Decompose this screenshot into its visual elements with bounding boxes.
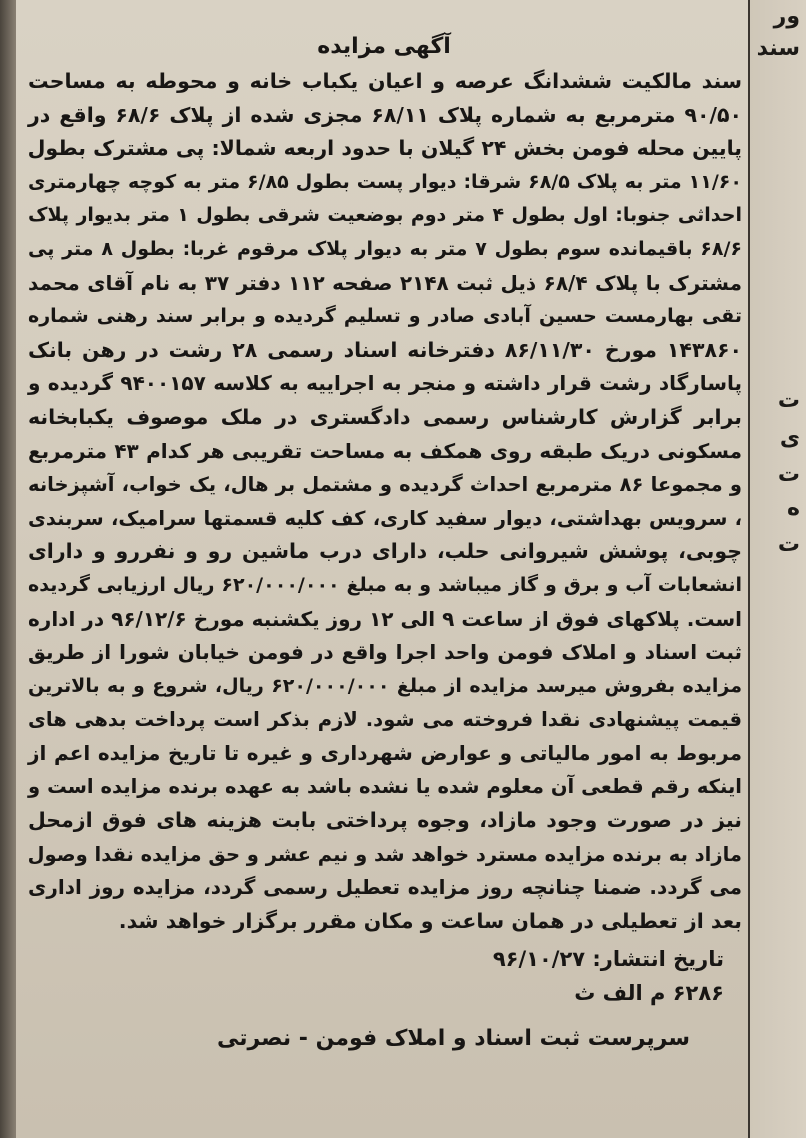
body-line: قیمت پیشنهادی نقدا فروخته می شود. لازم بذکر است پرداخت بدهی های — [28, 708, 742, 732]
notice-body — [28, 65, 742, 938]
page-edge-shadow — [0, 0, 16, 1138]
body-line: پاسارگاد رشت قرار داشته و منجر به اجراییه به کلاسه ۹۴۰۰۱۵۷ گردیده و — [28, 371, 743, 396]
body-line: چوبی، پوشش شیروانی حلب، دارای درب ماشین رو و نفررو و دارای — [28, 539, 742, 564]
body-line: ثبت اسناد و املاک فومن واحد اجرا واقع در فومن خیابان شورا از طریق — [28, 640, 742, 665]
body-line: اینکه رقم قطعی آن معلوم شده یا نشده باشد به عهده برنده مزایده است و — [28, 775, 742, 799]
adjacent-text: ی — [779, 426, 800, 451]
adjacent-text: سند — [756, 36, 800, 61]
adjacent-text: ت — [777, 532, 800, 557]
body-line: ۶۸/۶ باقیمانده سوم بطول ۷ متر به دیوار پلاک مرقوم غربا: بطول ۸ متر پی — [28, 237, 742, 260]
body-line: مشترک با پلاک ۶۸/۴ ذیل ثبت ۲۱۴۸ صفحه ۱۱۲ دفتر ۳۷ به نام آقای محمد — [28, 270, 743, 295]
body-line: مزایده بفروش میرسد مزایده از مبلغ ۶۲۰/۰۰۰/۰۰۰ ریال، شروع و به بالاترین — [28, 674, 742, 697]
body-line: ۱۱/۶۰ متر به پلاک ۶۸/۵ شرقا: دیوار پست بطول ۶/۸۵ متر به کوچه چهارمتری — [28, 170, 742, 193]
body-line: مربوط به امور مالیاتی و عوارض شهرداری و غیره تا تاریخ مزایده اعم از — [28, 740, 742, 765]
auction-notice — [18, 20, 750, 1138]
body-line: احداثی جنوبا: اول بطول ۴ متر دوم بوضعیت شرقی بطول ۱ متر بدیوار پلاک — [28, 204, 742, 227]
body-line: است. پلاکهای فوق از ساعت ۹ الی ۱۲ روز یکشنبه مورخ ۹۶/۱۲/۶ در اداره — [28, 606, 743, 631]
body-line: می گردد. ضمنا چنانچه روز مزایده تعطیل رسمی گردد، مزایده روز اداری — [28, 875, 742, 900]
signature-line: سرپرست ثبت اسناد و املاک فومن - نصرتی — [217, 1026, 690, 1052]
body-line: انشعابات آب و برق و گاز میباشد و به مبلغ ۶۲۰/۰۰۰/۰۰۰ ریال ارزیابی گردیده — [28, 573, 742, 596]
notice-title: آگهی مزایده — [317, 34, 451, 59]
body-line: ۹۰/۵۰ مترمربع به شماره پلاک ۶۸/۱۱ مجزی شده از پلاک ۶۸/۶ واقع در — [28, 102, 742, 127]
body-line: بعد از تعطیلی در همان ساعت و مکان مقرر برگزار خواهد شد. — [118, 908, 742, 933]
adjacent-text: ور — [773, 4, 800, 29]
body-line: پایین محله فومن بخش ۲۴ گیلان با حدود اربعه شمالا: پی مشترک بطول — [27, 136, 742, 161]
body-line: مازاد به برنده مزایده مسترد خواهد شد و نیم عشر و حق مزایده نقدا وصول — [27, 842, 742, 866]
adjacent-text: ت — [777, 462, 800, 487]
adjacent-text: ه — [787, 496, 800, 521]
adjacent-column-fragment — [748, 0, 806, 1138]
notice-code: ۶۲۸۶ م الف ث — [574, 981, 724, 1006]
body-line: ، سرویس بهداشتی، دیوار سفید کاری، کف کلیه قسمتها سرامیک، سربندی — [28, 506, 742, 530]
body-line: تقی بهارمست حسین آبادی صادر و تسلیم گردیده و برابر سند رهنی شماره — [28, 305, 742, 328]
publish-date: تاریخ انتشار: ۹۶/۱۰/۲۷ — [492, 947, 724, 972]
adjacent-text: ت — [777, 388, 800, 413]
body-line: مسکونی دریک طبقه روی همکف به مساحت تقریبی هر کدام ۴۳ مترمربع — [28, 438, 742, 463]
body-line: نیز در صورت وجود مازاد، وجوه پرداختی بابت هزینه های فوق ازمحل — [28, 808, 742, 833]
body-line: ۱۴۳۸۶۰ مورخ ۸۶/۱۱/۳۰ دفترخانه اسناد رسمی ۲۸ رشت در رهن بانک — [28, 337, 742, 362]
body-line: برابر گزارش کارشناس رسمی دادگستری در ملک موصوف یکبابخانه — [28, 404, 742, 429]
body-line: و مجموعا ۸۶ مترمربع احداث گردیده و مشتمل بر هال، یک خواب، آشپزخانه — [28, 473, 742, 497]
body-line: سند مالکیت ششدانگ عرصه و اعیان یکباب خانه و محوطه به مساحت — [28, 69, 742, 93]
